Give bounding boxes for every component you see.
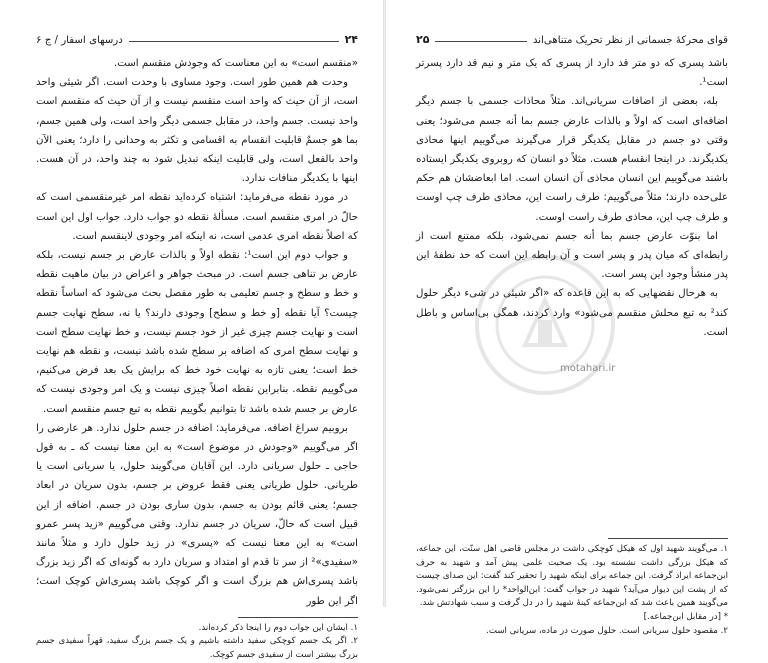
paragraph: و جواب دوم این است¹: نقطه اولاً و بالذات عارض بر جسم نیست، بلکه عارض بر تناهی جسم است. در مبحث جواهر و اعراض در بیان ماهیت نقطه و خط و سطح و جسم تعلیمی به طور مفصل بحث می‌شود که اساساً نقطه چیست؟ آیا نقطه [و خط و سطح] وجودی دارند؟ یا نه، سطح نهایت جسم است و نهایت جسم چیزی غیر از خود جسم نیست، و خط نهایت سطح است و نهایت سطح امری که اضافه بر سطح شده باشد نیست، و نقطه هم نهایت خط است؛ یعنی تازه به نهایت خود خط که برایش یک بعد فرض می‌کنیم، می‌گوییم نقطه. بنابراین نقطه اصلاً چیزی نیست و یک امر وجودی نیست که عارض بر جسم شده باشد تا بتوانیم بگوییم نقطه به تبع جسم منقسم است.	[36, 250, 358, 415]
right-footnotes	[416, 543, 728, 638]
footnote: ۲. اگر یک جسم کوچکی سفید داشته باشیم و یک جسم بزرگ سفید، قهراً سفیدی جسم بزرگ بیشتر است از سفیدی جسم کوچک.	[36, 636, 358, 661]
footnote-separator	[608, 538, 728, 539]
left-body-text	[36, 54, 358, 611]
right-page	[386, 0, 768, 636]
page-number: ۲۵	[416, 33, 430, 46]
paragraph: اما بنوّت عارض جسم بما أنه جسم نمی‌شود، بلکه ممتنع است از رابطه‌ای که میان پدر و پسر است و آن رابطه این است که حد نطفهٔ این پدر منشأ وجود این پسر است.	[416, 230, 728, 281]
header-rule	[435, 41, 526, 42]
footnote: * [در مقابل ابن‌جماعه.]	[643, 612, 728, 623]
page-number: ۲۴	[344, 33, 358, 46]
footnote: ۱. ایشان این جواب دوم را اینجا ذکر کرده‌اند.	[198, 622, 358, 633]
right-body-text	[416, 54, 728, 342]
right-page-header	[416, 30, 728, 46]
footnote: ۱. می‌گویند شهید اول که هیکل کوچکی داشت در مجلس قاضی اهل سنّت، این جماعه، که هیکل بزرگی داشت نشسته بود. یک صحبت علمی پیش آمد و شهید به حرف ابن‌جماعه ایراد گرفت. این جماعه برای اینکه شهید را تحقیر کند گفت: این صدای چیست که از پشت این دیوار می‌آید؟ شهید در جواب گفت: ابن‌الواحد* را این بزرگتر نمی‌شود. می‌گویند همین باعث شد که ابن‌جماعه کینهٔ شهید را در دل گرفت و سبب شهادتش شد.	[416, 544, 728, 609]
paragraph: «منقسم است» به این معناست که وجودش منقسم است.	[113, 58, 358, 69]
paragraph: باشد پسری که دو متر قد دارد از پسری که یک متر و نیم قد دارد پسرتر است¹.	[416, 58, 728, 89]
paragraph: بروبیم سراغ اضافه. می‌فرماید: اضافه در جسم حلول ندارد. هر عارضی را اگر می‌گوییم «وجودش در موضوع است» به این معنا نیست که ـ به قول حاجی ـ حلول سریانی دارد. این آقایان می‌گویند حلول، یا سریانی است یا طریانی. حلول طریانی یعنی فقط عروض بر جسم، بدون سریان در ابعاد جسم؛ یعنی قائم بودن به جسم، بدون ساری بودن در جسم. اضافه از این قبیل است که حالّ، سریان در جسم ندارد. وقتی می‌گوییم «زید پسر عمرو است» به این معنا نیست که «پسری» در زید حلول دارد و مثلاً مانند «سفیدی»² از سر تا قدم او امتداد و سریان دارد به گونه‌ای که اگر زید بزرگ باشد پسری‌اش هم بزرگ است و اگر کوچک باشد پسری‌اش کوچک است؛ اگر این طور	[36, 422, 358, 607]
paragraph: به هرحال نقضهایی که به این قاعده که «اگر شیئی در شیء دیگر حلول کند² به تبع محلش منقسم می‌شود» وارد کردند، همگی بی‌اساس و باطل است.	[416, 288, 728, 338]
footnote-separator	[238, 617, 358, 618]
paragraph: وحدت هم همین طور است. وجود مساوی با وحدت است. اگر شیئی واحد است، از آن حیث که واحد است منقسم نیست و از آن حیث که منقسم است واحد نیست. جسم واحد، در مقابل جسمی دیگر واحد است، ولی همین جسم، بما هو جسمٌ قابلیت انقسام به اقسامی و تکثر به وحدانی را دارد؛ یعنی الآن واحد بالفعل است، ولی قابلیت اینکه تبدیل شود به چند واحد، در آن هست. اینها با یکدیگر منافات ندارد.	[36, 77, 358, 185]
running-title: درسهای اسفار / ج ۶	[36, 35, 123, 46]
paragraph: بله، بعضی از اضافات سریانی‌اند. مثلاً محاذات جسمی با جسم دیگر اضافه‌ای است که اولاً و بالذات عارض جسم بما أنه جسم می‌شود؛ یعنی وقتی دو جسم در مقابل یکدیگر قرار می‌گیرند می‌گوییم اینها محاذی یکدیگرند. در اینجا انقسام هست. مثلاً دو انسان که روبروی یکدیگر ایستاده باشند می‌گوییم این انسان محاذی آن انسان است. اما ابعاضشان هم حکم علی‌حده دارند؛ مثلاً می‌گوییم: طرف راست این، محاذی طرف چپ اوست و طرف چپ این، محاذی طرف راست اوست.	[416, 96, 728, 223]
left-page-header	[36, 30, 358, 46]
footnote: ۲. مقصود حلول سریانی است. حلول صورت در ماده، سریانی است.	[486, 625, 728, 636]
left-footnotes	[36, 622, 358, 663]
running-title: قوای محرکهٔ جسمانی از نظر تحریک متناهی‌اند	[532, 35, 728, 46]
paragraph: در مورد نقطه می‌فرماید: اشتباه کرده‌اید نقطه امر غیرمنقسمی است که حالّ در امری منقسم است. مسألهٔ نقطه دو جواب دارد. جواب اول این است که اصلاً نقطه امری عدمی است، نه اینکه امر وجودی لاینقسم است.	[36, 192, 358, 242]
header-rule	[129, 41, 339, 42]
watermark-label: motahari.ir	[560, 363, 616, 374]
left-page	[0, 0, 384, 661]
